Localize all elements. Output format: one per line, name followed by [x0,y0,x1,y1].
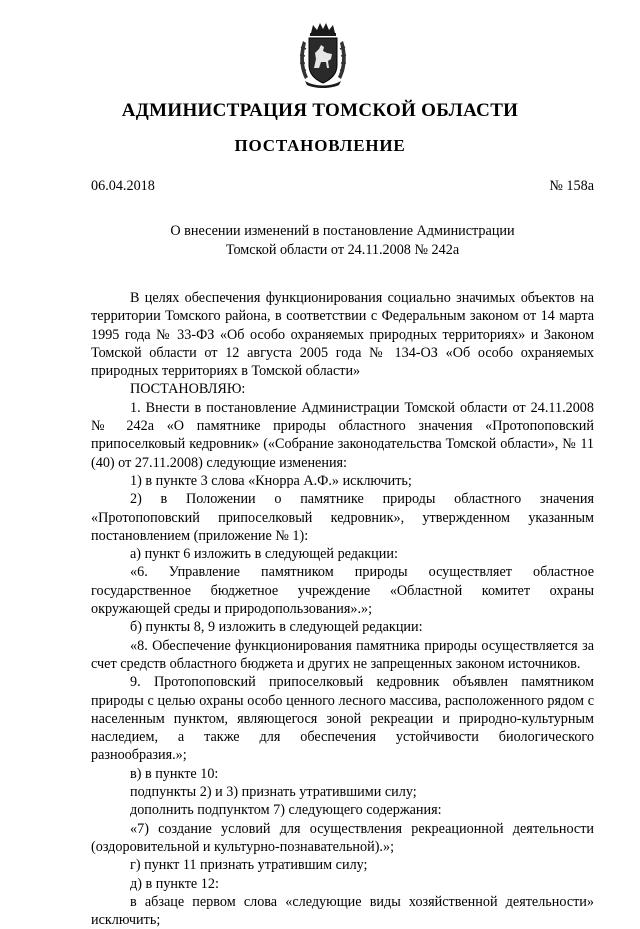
document-subject [91,222,594,259]
document-meta [91,177,594,195]
document-date: 06.04.2018 [91,178,155,194]
document-body [91,289,594,929]
body-paragraph: «6. Управление памятником природы осуществляет областное государственное бюджетное учреждение «Областной комитет охраны окружающей среды и природопользования».»; [91,564,594,618]
body-paragraph: 9. Протопоповский припоселковый кедровник объявлен памятником природы с целью охраны особо ценного лесного массива, расположенного рядом с населенным пунктом, являющегося зоной рекреации и природно-культурным наследием, а также для обеспечения устойчивости биологического разнообразия.»; [91,674,594,764]
body-paragraph: а) пункт 6 изложить в следующей редакции: [130,546,398,563]
body-paragraph: в) в пункте 10: [130,765,219,782]
body-paragraph: дополнить подпунктом 7) следующего содержания: [130,802,442,819]
body-paragraph: 1) в пункте 3 слова «Кнорра А.Ф.» исключить; [130,472,412,489]
body-paragraph: ПОСТАНОВЛЯЮ: [130,381,246,398]
subject-line: Томской области от 24.11.2008 № 242а [225,241,460,258]
body-paragraph: 2) в Положении о памятнике природы областного значения «Протопоповский припоселковый кедровник», утвержденном указанным постановлением (приложение № 1): [91,491,594,544]
body-paragraph: «8. Обеспечение функционирования памятника природы осуществляется за счет средств областного бюджета и других не запрещенных законом источников. [91,637,594,672]
body-paragraph: д) в пункте 12: [130,875,219,892]
body-paragraph: «7) создание условий для осуществления рекреационной деятельности (оздоровительной и культурно-познавательной).»; [91,820,594,855]
body-paragraph: подпункты 2) и 3) признать утратившими силу; [130,784,417,801]
subject-line: О внесении изменений в постановление Администрации [170,223,515,239]
document-number: № 158а [549,178,594,194]
document-type: ПОСТАНОВЛЕНИЕ [234,136,406,155]
body-paragraph: 1. Внести в постановление Администрации Томской области от 24.11.2008 № 242а «О памятнике природы областного значения «Протопоповский припоселковый кедровник» («Собрание законодательства Томской области», № 11 (40) от 27.11.2008) следующие изменения: [91,399,594,471]
coat-of-arms-icon [297,23,349,89]
body-paragraph: г) пункт 11 признать утратившим силу; [130,857,368,874]
body-paragraph: В целях обеспечения функционирования социально значимых объектов на территории Томского района, в соответствии с Федеральным законом от 14 марта 1995 года № 33-ФЗ «Об особо охраняемых природных территориях» и Законом Томской области от 12 августа 2005 года № 134-ОЗ «Об особо охраняемых природных территориях в Томской области» [91,290,594,380]
body-paragraph: б) пункты 8, 9 изложить в следующей редакции: [130,619,423,636]
body-paragraph: в абзаце первом слова «следующие виды хозяйственной деятельности» исключить; [91,893,594,929]
organization-title: АДМИНИСТРАЦИЯ ТОМСКОЙ ОБЛАСТИ [121,100,519,121]
